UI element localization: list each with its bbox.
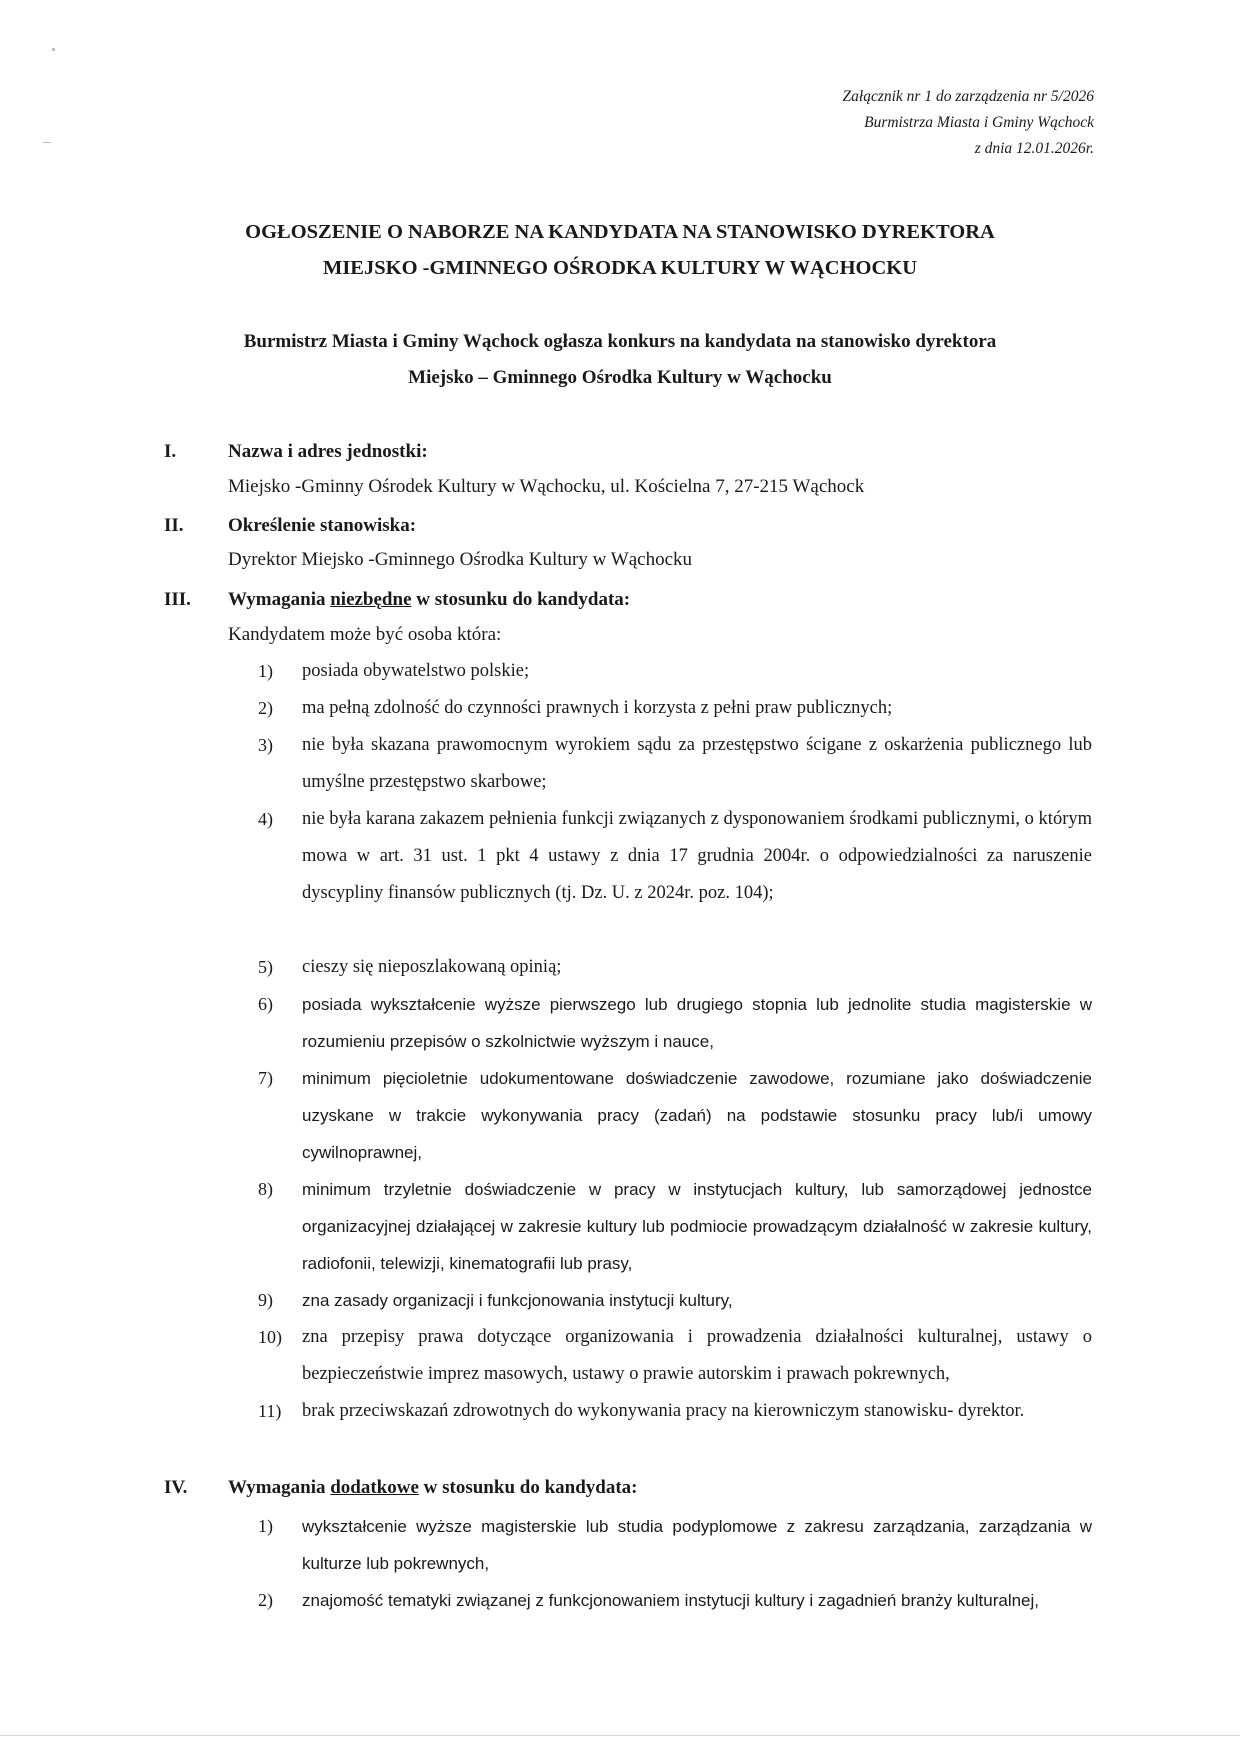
annex-line: z dnia 12.01.2026r. xyxy=(974,140,1094,157)
annex-line: Burmistrza Miasta i Gminy Wąchock xyxy=(864,114,1094,131)
section-number: I. xyxy=(164,441,177,462)
section-heading xyxy=(228,1477,638,1499)
heading-underlined: niezbędne xyxy=(330,589,412,610)
list-item: nie była skazana prawomocnym wyrokiem sądu za przestępstwo ścigane z oskarżenia publicznego lub umyślne przestępstwo skarbowe; xyxy=(302,735,1092,792)
section-heading xyxy=(228,589,630,611)
section-intro: Kandydatem może być osoba która: xyxy=(228,624,502,645)
section-number: IV. xyxy=(164,1477,188,1498)
section-number: III. xyxy=(164,589,191,610)
scan-speck xyxy=(43,142,51,143)
list-item: nie była karana zakazem pełnienia funkcji związanych z dysponowaniem środkami publicznymi, o którym mowa w art. 31 ust. 1 pkt 4 ustawy z dnia 17 grudnia 2004r. o odpowiedzialności za naruszenie dyscypliny finansów publicznych (tj. Dz. U. z 2024r. poz. 104); xyxy=(302,809,1092,903)
list-item: cieszy się nieposzlakowaną opinią; xyxy=(302,957,562,977)
list-item: ma pełną zdolność do czynności prawnych i korzysta z pełni praw publicznych; xyxy=(302,698,893,718)
list-item: brak przeciwskazań zdrowotnych do wykonywania pracy na kierowniczym stanowisku- dyrektor. xyxy=(302,1401,1025,1421)
list-item: minimum trzyletnie doświadczenie w pracy w instytucjach kultury, lub samorządowej jednostce organizacyjnej działającej w zakresie kultury lub podmiocie prowadzącym działalność w zakresie kultury, radiofonii, telewizji, kinematografii lub prasy, xyxy=(302,1180,1092,1273)
list-item: wykształcenie wyższe magisterskie lub studia podyplomowe z zakresu zarządzania, zarządzania w kulturze lub pokrewnych, xyxy=(302,1517,1092,1573)
subtitle-line: Burmistrz Miasta i Gminy Wąchock ogłasza konkurs na kandydata na stanowisko dyrektora xyxy=(243,331,997,352)
scan-speck xyxy=(52,48,55,51)
title-line: MIEJSKO -GMINNEGO OŚRODKA KULTURY W WĄCHOCKU xyxy=(322,257,918,279)
list-item: zna zasady organizacji i funkcjonowania instytucji kultury, xyxy=(302,1291,733,1310)
list-item: minimum pięcioletnie udokumentowane doświadczenie zawodowe, rozumiane jako doświadczenie uzyskane w trakcie wykonywania pracy (zadań) na podstawie stosunku pracy lub/i umowy cywilnoprawnej, xyxy=(302,1069,1092,1162)
list-item: posiada obywatelstwo polskie; xyxy=(302,661,530,681)
list-item: posiada wykształcenie wyższe pierwszego lub drugiego stopnia lub jednolite studia magisterskie w rozumieniu przepisów o szkolnictwie wyższym i nauce, xyxy=(302,995,1092,1051)
title-line: OGŁOSZENIE O NABORZE NA KANDYDATA NA STANOWISKO DYREKTORA xyxy=(245,221,995,243)
list-item-number: 10) xyxy=(258,1327,282,1347)
document-subtitle xyxy=(0,324,1240,396)
document-title xyxy=(0,214,1240,286)
heading-part: w stosunku do kandydata: xyxy=(411,589,631,610)
list-item-number: 5) xyxy=(258,957,273,977)
section-number: II. xyxy=(164,515,184,536)
section-heading: Nazwa i adres jednostki: xyxy=(228,441,428,462)
section-text: Dyrektor Miejsko -Gminnego Ośrodka Kultury w Wąchocku xyxy=(228,549,692,570)
list-item-number: 3) xyxy=(258,735,273,755)
heading-part: w stosunku do kandydata: xyxy=(418,1477,638,1498)
list-item-number: 2) xyxy=(258,1590,273,1610)
subtitle-line: Miejsko – Gminnego Ośrodka Kultury w Wąchocku xyxy=(408,367,832,388)
section-heading: Określenie stanowiska: xyxy=(228,515,417,536)
list-item-number: 8) xyxy=(258,1179,273,1199)
list-item-number: 6) xyxy=(258,994,273,1014)
list-item-number: 4) xyxy=(258,809,273,829)
list-item-number: 1) xyxy=(258,661,273,681)
list-item-number: 7) xyxy=(258,1068,273,1088)
heading-part: Wymagania xyxy=(228,589,331,610)
heading-part: Wymagania xyxy=(228,1477,331,1498)
list-item-number: 11) xyxy=(258,1401,282,1421)
heading-underlined: dodatkowe xyxy=(330,1477,419,1498)
list-item: zna przepisy prawa dotyczące organizowania i prowadzenia działalności kulturalnej, ustawy o bezpieczeństwie imprez masowych, ustawy o prawie autorskim i prawach pokrewnych, xyxy=(302,1327,1092,1384)
section-text: Miejsko -Gminny Ośrodek Kultury w Wąchocku, ul. Kościelna 7, 27-215 Wąchock xyxy=(228,476,865,497)
list-item-number: 1) xyxy=(258,1516,273,1536)
annex-line: Załącznik nr 1 do zarządzenia nr 5/2026 xyxy=(842,88,1094,105)
annex-reference xyxy=(843,84,1094,162)
list-item-number: 9) xyxy=(258,1290,273,1310)
list-item-number: 2) xyxy=(258,698,273,718)
list-item: znajomość tematyki związanej z funkcjonowaniem instytucji kultury i zagadnień branży kulturalnej, xyxy=(302,1591,1040,1610)
scan-bottom-edge xyxy=(0,1735,1240,1736)
